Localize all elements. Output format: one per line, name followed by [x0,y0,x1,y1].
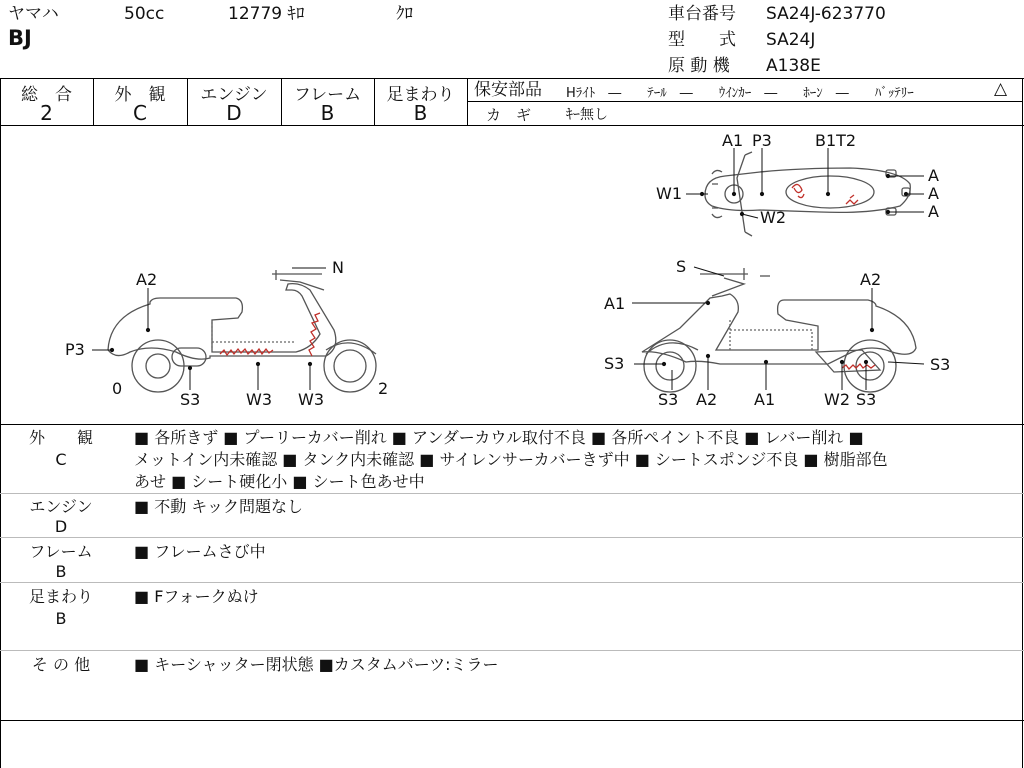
key-value: ｷｰ無し [566,107,608,123]
diagram-label: S3 [180,390,201,409]
grade-label: エンジン [200,85,268,105]
diagram-label: 2 [378,379,389,398]
diagram-label: A [928,166,939,185]
diagram-label: A [928,184,939,203]
section-grade: C [55,450,67,469]
color: ｸﾛ [396,4,413,24]
diagram-label: B1T2 [815,131,857,150]
grade-value: B [320,101,335,125]
diagram-label: A [928,202,939,221]
section-label: そ の 他 [31,655,91,674]
diagram-label: P3 [752,131,772,150]
grade-value: D [226,101,242,125]
damage-diagram [0,126,1022,424]
divider [0,78,1024,79]
diagram-label: A2 [696,390,718,409]
section-line: ■ 不動 キック問題なし [134,497,303,516]
maker: ヤマハ [8,4,59,24]
frame-number-label: 車台番号 [668,4,736,24]
diagram-label: N [332,258,344,277]
diagram-label: A1 [604,294,626,313]
diagram-label: 0 [112,379,123,398]
battery-mark: △ [994,79,1008,99]
diagram-label: W2 [824,390,850,409]
section-grade: B [55,609,67,628]
type-value: SA24J [766,30,816,50]
section-line: ■ Fフォークぬけ [134,587,259,606]
section-label: フレーム [29,542,93,561]
section-line: ■ 各所きず ■ プーリーカバー削れ ■ アンダーカウル取付不良 ■ 各所ペイント不良 ■ レバー削れ ■ [134,428,864,447]
diagram-label: W3 [246,390,272,409]
mileage: 12779 ｷﾛ [228,4,305,24]
grade-label: 外 観 [114,85,166,105]
grade-label: 足まわり [386,85,455,105]
key-label: カ ギ [486,106,532,124]
diagram-label: S3 [856,390,877,409]
diagram-label: S3 [658,390,679,409]
section-grade: B [55,562,67,581]
section-grade: D [54,517,68,536]
divider [0,537,1024,538]
divider [0,650,1024,651]
engine-value: A138E [766,56,821,76]
section-label: 足まわり [28,587,93,606]
diagram-label: A1 [754,390,776,409]
grade-value: B [413,101,428,125]
grade-label: フレーム [293,85,362,105]
section-line: あせ ■ シート硬化小 ■ シート色あせ中 [134,472,425,491]
model-name: BJ [8,26,32,50]
divider [0,582,1024,583]
section-label: 外 観 [28,428,93,447]
security-label: 保安部品 [474,80,542,100]
section-label: エンジン [29,497,93,516]
diagram-label: S [676,257,687,276]
grade-value: 2 [40,101,53,125]
frame-number-value: SA24J-623770 [766,4,886,24]
displacement: 50cc [124,4,165,24]
diagram-label: A2 [860,270,882,289]
diagram-label: S3 [930,355,951,374]
divider [0,493,1024,494]
divider [0,720,1024,721]
diagram-label: W2 [760,208,786,227]
diagram-label: A1 [722,131,744,150]
diagram-label: W3 [298,390,324,409]
grade-label: 総 合 [21,85,72,105]
section-line: メットイン内未確認 ■ タンク内未確認 ■ サイレンサーカバーきず中 ■ シートスポンジ不良 ■ 樹脂部色 [134,450,888,469]
diagram-label: S3 [604,354,625,373]
diagram-label: P3 [65,340,85,359]
divider [467,101,1023,102]
diagram-label: A2 [136,270,158,289]
section-line: ■ キーシャッター閉状態 ■カスタムパーツ:ミラー [134,655,499,674]
divider [0,424,1024,425]
grade-value: C [133,101,147,125]
security-items: Hﾗｲﾄ ― ﾃｰﾙ ― ｳｲﾝｶｰ ― ﾎｰﾝ ― ﾊﾞｯﾃﾘｰ [566,86,914,101]
border-right [1022,78,1023,768]
section-line: ■ フレームさび中 [134,542,266,561]
diagram-label: W1 [656,184,682,203]
engine-label: 原 動 機 [668,56,730,76]
type-label: 型 式 [668,30,736,50]
